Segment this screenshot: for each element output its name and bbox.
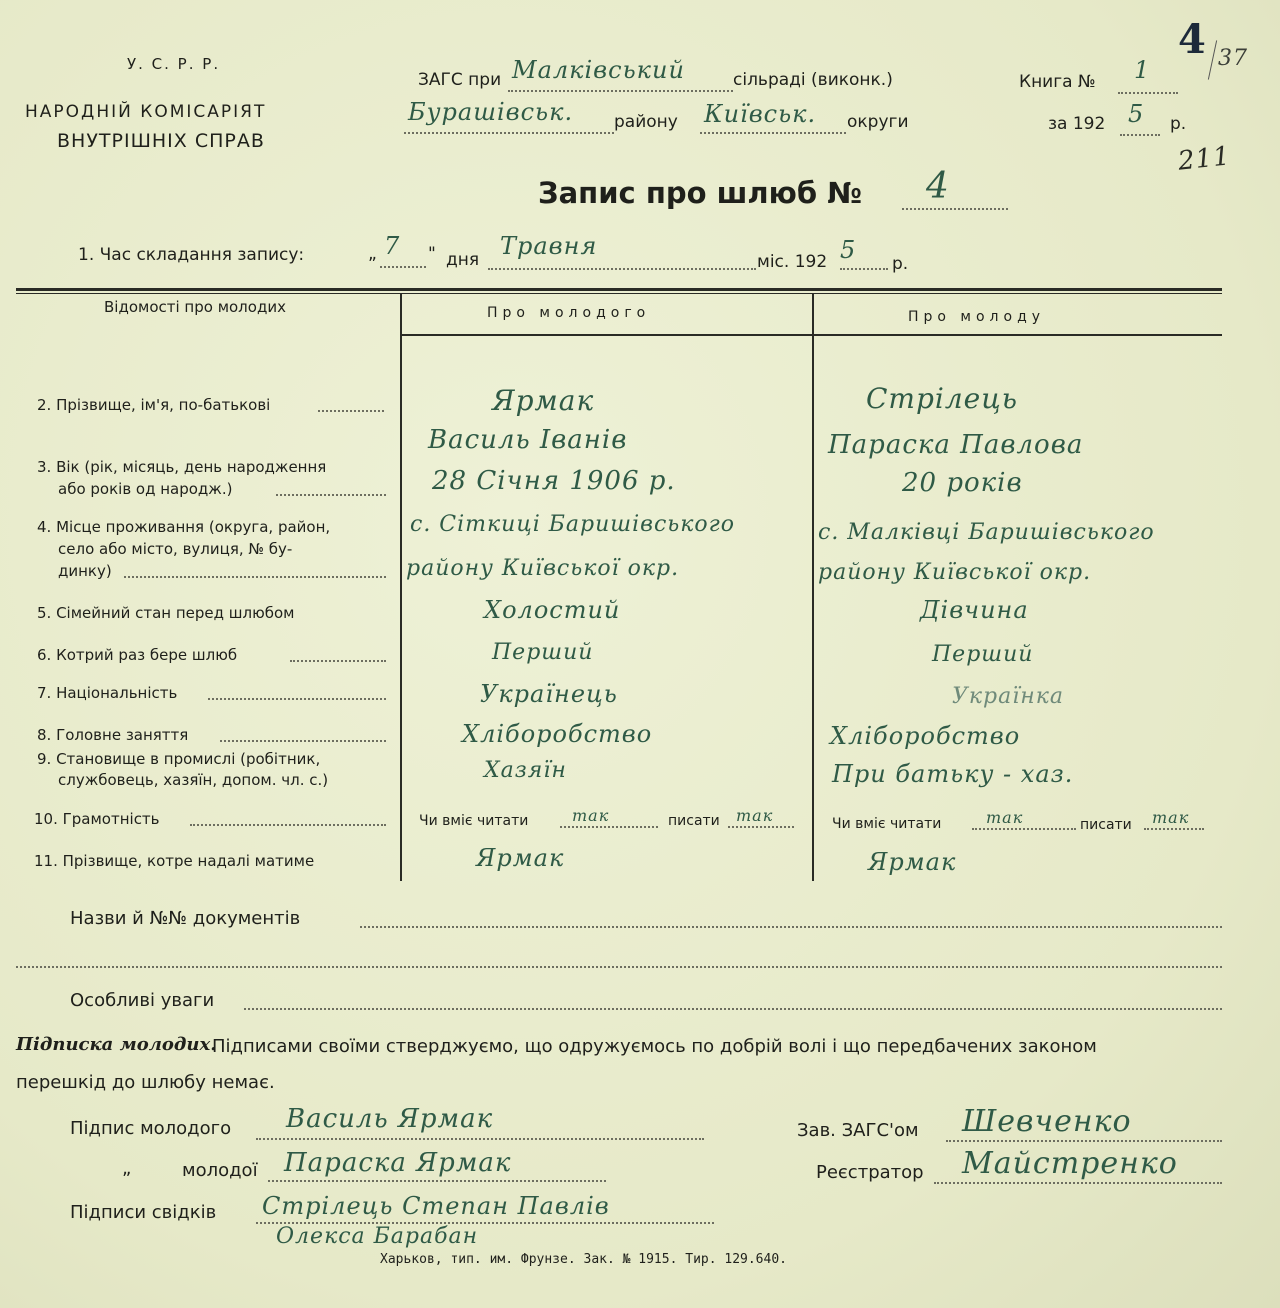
zags-head-line — [946, 1140, 1222, 1142]
item1-year-suffix: р. — [892, 254, 909, 274]
bride-signature-prefix: „ — [122, 1158, 132, 1179]
row2-groom-surname: Ярмак — [492, 384, 595, 417]
row7-bride: Українка — [952, 684, 1065, 709]
registrar-label: Реєстратор — [816, 1162, 924, 1183]
rayon-label: району — [614, 112, 678, 132]
row8-leader — [220, 740, 386, 742]
item1-quote-close: " — [428, 244, 436, 264]
row3-bride-age: 20 років — [902, 468, 1023, 498]
groom-signature-label: Підпис молодого — [70, 1118, 232, 1139]
zags-village-handwritten: Малківський — [512, 56, 685, 84]
witnesses-label: Підписи свідків — [70, 1202, 217, 1223]
remarks-label: Особливі уваги — [70, 990, 215, 1011]
zags-head-label: Зав. ЗАГС'ом — [797, 1120, 919, 1141]
row10-bride-read: так — [986, 808, 1024, 827]
pledge-text-1: Підписами своїми стверджуємо, що одружуємось по добрій волі і що передбачених законом — [212, 1036, 1097, 1057]
row6-leader — [290, 660, 386, 662]
row3-label-2: або років од народж.) — [58, 480, 233, 498]
witness-signature-1: Стрілець Степан Павлів — [262, 1192, 610, 1220]
item1-month-label: міс. 192 — [757, 252, 828, 272]
corner-number3-handwritten: 211 — [1176, 141, 1233, 177]
row9-label-1: 9. Становище в промислі (робітник, — [37, 750, 321, 768]
remarks-line — [244, 1008, 1222, 1010]
row10-groom-read-line — [560, 826, 658, 828]
registrar-line — [934, 1182, 1222, 1184]
record-number-handwritten: 4 — [926, 166, 950, 207]
row6-bride: Перший — [932, 642, 1034, 667]
bride-signature: Параска Ярмак — [284, 1148, 512, 1178]
bride-signature-line — [268, 1180, 606, 1182]
row4-leader — [124, 576, 386, 578]
item1-label: 1. Час складання запису: — [78, 245, 305, 265]
row8-groom: Хліборобство — [462, 720, 653, 748]
row11-label: 11. Прізвище, котре надалі матиме — [34, 852, 315, 870]
row2-bride-surname: Стрілець — [866, 382, 1019, 415]
okrug-line — [700, 132, 846, 134]
row10-groom-read-label: Чи вміє читати — [419, 813, 529, 829]
row9-groom: Хазяїн — [484, 758, 567, 783]
witness-signature-2: Олекса Барабан — [276, 1224, 479, 1249]
row4-label-1: 4. Місце проживання (округа, район, — [37, 518, 331, 536]
row10-groom-write-line — [728, 826, 794, 828]
corner-number2-handwritten: 37 — [1218, 46, 1248, 71]
item1-month-line — [488, 268, 756, 270]
header-col-info: Відомості про молодих — [104, 298, 286, 316]
table-col-divider-1 — [400, 293, 402, 881]
zags-suffix: сільраді (виконк.) — [733, 70, 893, 90]
printer-footer: Харьков, тип. им. Фрунзе. Зак. № 1915. Тир. 129.640. — [380, 1252, 787, 1267]
row10-groom-read: так — [572, 806, 610, 825]
year-line — [1120, 134, 1160, 136]
zags-prefix: ЗАГС при — [418, 70, 502, 90]
row8-bride: Хліборобство — [830, 722, 1021, 750]
row10-bride-read-label: Чи вміє читати — [832, 816, 942, 832]
row6-label: 6. Котрий раз бере шлюб — [37, 646, 238, 664]
commissariat-line1: НАРОДНІЙ КОМІСАРІЯТ — [25, 102, 267, 122]
book-label: Книга № — [1019, 72, 1096, 92]
row4-bride-place-1: с. Малківці Баришівського — [818, 520, 1155, 545]
documents-line-2 — [16, 966, 1222, 968]
row10-groom-write-label: писати — [668, 813, 720, 829]
row4-label-2: село або місто, вулиця, № бу- — [58, 540, 293, 558]
row4-bride-place-2: району Київської окр. — [818, 560, 1092, 585]
row10-bride-write: так — [1152, 808, 1190, 827]
row10-label: 10. Грамотність — [34, 810, 160, 828]
corner-number-handwritten: 4 — [1178, 16, 1207, 63]
commissariat-line2: ВНУТРІШНІХ СПРАВ — [57, 130, 265, 152]
book-number-handwritten: 1 — [1134, 56, 1151, 84]
zags-head-signature: Шевченко — [962, 1104, 1132, 1139]
row10-bride-read-line — [972, 828, 1076, 830]
row7-leader — [208, 698, 386, 700]
row11-groom: Ярмак — [476, 844, 565, 872]
item1-day-line — [380, 266, 426, 268]
record-title: Запис про шлюб № — [538, 176, 863, 210]
row3-groom-age: 28 Січня 1906 р. — [432, 466, 676, 496]
row7-groom: Українець — [480, 680, 618, 708]
zags-village-line — [508, 90, 733, 92]
pledge-lead: Підписка молодих. — [16, 1034, 217, 1055]
corner-slash — [1208, 40, 1217, 79]
header-col-bride: Про молоду — [908, 309, 1046, 325]
row11-bride: Ярмак — [868, 848, 957, 876]
table-top-rule — [16, 288, 1222, 291]
row2-label: 2. Прізвище, ім'я, по-батькові — [37, 396, 271, 414]
row7-label: 7. Національність — [37, 684, 178, 702]
row3-label-1: 3. Вік (рік, місяць, день народження — [37, 458, 327, 476]
header-col-groom: Про молодого — [487, 305, 651, 321]
row5-groom: Холостий — [484, 596, 621, 624]
row10-bride-write-label: писати — [1080, 817, 1132, 833]
row9-bride: При батьку - хаз. — [832, 760, 1074, 788]
book-number-line — [1118, 92, 1178, 94]
groom-signature: Василь Ярмак — [286, 1104, 494, 1134]
year-suffix: р. — [1170, 114, 1187, 134]
row4-groom-place-1: с. Сіткиці Баришівського — [410, 512, 735, 537]
year-digit-handwritten: 5 — [1128, 100, 1145, 128]
rayon-line — [404, 132, 614, 134]
ussr-label: У. С. Р. Р. — [127, 55, 221, 73]
item1-day-handwritten: 7 — [384, 232, 401, 260]
table-col-divider-2 — [812, 293, 814, 881]
item1-year-line — [840, 268, 888, 270]
documents-line-1 — [360, 926, 1222, 928]
row2-leader — [318, 410, 384, 412]
row4-label-3: динку) — [58, 562, 112, 580]
pledge-text-2: перешкід до шлюбу немає. — [16, 1072, 275, 1093]
okrug-handwritten: Київськ. — [704, 100, 817, 128]
record-number-line — [902, 208, 1008, 210]
row6-groom: Перший — [492, 640, 594, 665]
row5-bride: Дівчина — [920, 596, 1029, 624]
row9-label-2: службовець, хазяїн, допом. чл. с.) — [58, 771, 329, 789]
registrar-signature: Майстренко — [962, 1146, 1178, 1181]
row2-bride-name: Параска Павлова — [828, 430, 1084, 460]
bride-signature-label: молодої — [182, 1160, 258, 1181]
groom-signature-line — [256, 1138, 704, 1140]
row2-groom-name: Василь Іванів — [428, 425, 628, 455]
row5-label: 5. Сімейний стан перед шлюбом — [37, 604, 295, 622]
rayon-handwritten: Бурашівськ. — [408, 98, 574, 126]
okrug-label: округи — [847, 112, 909, 132]
row10-bride-write-line — [1144, 828, 1204, 830]
item1-year-handwritten: 5 — [840, 236, 857, 264]
table-top-rule-thin — [16, 293, 1222, 294]
documents-label: Назви й №№ документів — [70, 908, 301, 929]
row3-leader — [276, 494, 386, 496]
item1-day-label: дня — [446, 250, 480, 270]
row10-groom-write: так — [736, 806, 774, 825]
item1-month-handwritten: Травня — [500, 232, 598, 260]
row8-label: 8. Головне заняття — [37, 726, 189, 744]
row4-groom-place-2: району Київської окр. — [406, 556, 680, 581]
row10-leader — [190, 824, 386, 826]
item1-quote-open: „ — [368, 244, 377, 264]
year-prefix: за 192 — [1048, 114, 1106, 134]
